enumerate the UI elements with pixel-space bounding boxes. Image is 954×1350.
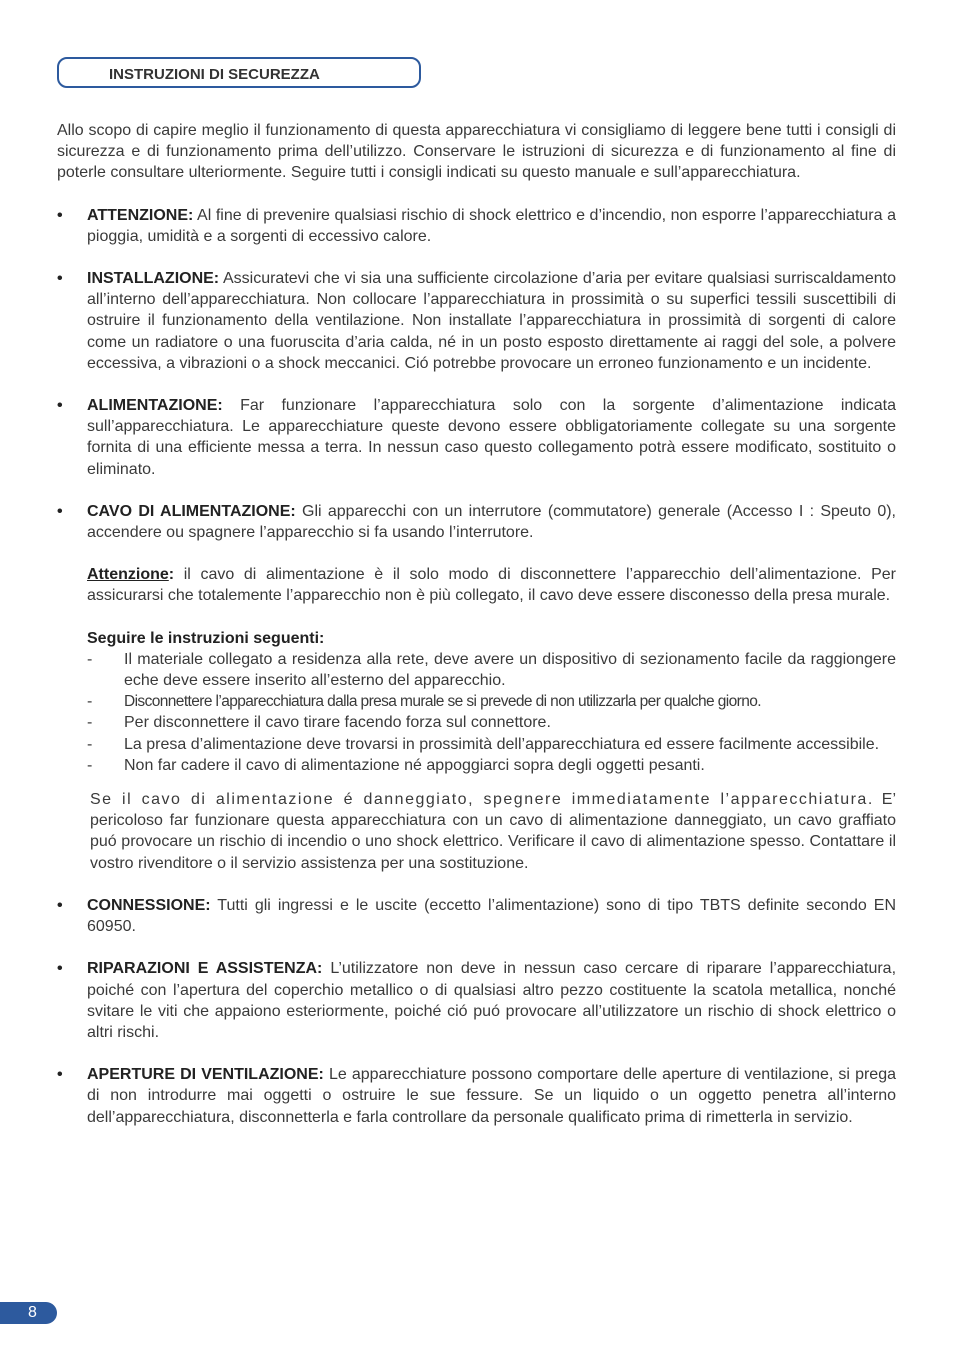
page-number: 8 [28,1304,37,1321]
bullet-connessione [57,895,896,937]
cavo-note-line1: Se il cavo di alimentazione é danneggiato, spegnere immediatamente l’apparecchiatura. [90,791,874,809]
bullet-icon: • [57,397,63,415]
dash-icon: - [87,735,93,753]
bullet-icon: • [57,206,63,224]
aperture-text: Le apparecchiature possono comportare delle aperture di ventilazione, si prega di non introdurre mai oggetti o ostruire le sue fessure. Se un liquido o un oggetto penetra all’interno dell’apparecchiatura, disconnetterla e farla controllare da personale qualificato prima di rimetterla in servizio. [87,1066,896,1126]
page-content [57,120,896,1149]
dash-icon: - [87,693,93,711]
aperture-title: APERTURE DI VENTILAZIONE: [87,1066,324,1084]
bullet-icon: • [57,270,63,288]
bullet-installazione [57,268,896,374]
page-number-tab [0,1302,57,1324]
dash-icon: - [87,650,93,668]
cavo-warning-title: Attenzione [87,566,169,584]
bullet-icon: • [57,960,63,978]
cavo-warning [87,564,896,606]
attenzione-text: Al fine di prevenire qualsiasi rischio di shock elettrico e d’incendio, non esporre l’apparecchiatura a pioggia, umidità e a sorgenti di eccessivo calore. [87,206,896,245]
cavo-warning-colon: : [168,566,175,584]
bullet-icon: • [57,896,63,914]
riparazioni-text: L’utilizzatore non deve in nessun caso cercare di riparare l’apparecchiatura, poiché con l’apertura del coperchio metallico o di qualsiasi altro pezzo costituente la scatola metallica, nonché svitare le viti che appaiono esteriormente, poiché ció puó provocare all’utilizzatore un rischio di shock elettrico o altri rischi. [87,960,897,1041]
intro-paragraph: Allo scopo di capire meglio il funzionamento di questa apparecchiatura vi consigliamo di leggere bene tutti i consigli di sicurezza e di funzionamento prima dell’utilizzo. Conservare le istruzioni di sicurezza e di funzionamento al fine di poterle consultare ulteriormente. Seguire tutti i consigli indicati su questo manuale e sull’apparecchiatura. [57,122,896,182]
list-item [87,649,896,691]
attenzione-title: ATTENZIONE: [87,206,194,224]
cavo-instructions-list [87,649,896,776]
cavo-list-title: Seguire le instruzioni seguenti: [87,629,325,647]
cavo-text: Gli apparecchi con un interrutore (commutatore) generale (Accesso I : Speuto 0), accendere ou spagnere l’apparecchio si fa usando l’interrutore. [87,502,896,542]
section-title: INSTRUZIONI DI SECUREZZA [109,66,320,83]
bullet-aperture [57,1064,896,1128]
riparazioni-title: RIPARAZIONI E ASSISTENZA: [87,960,323,978]
list-item [87,734,896,755]
cavo-damage-note [87,789,896,874]
list-item-text: Per disconnettere il cavo tirare facendo forza sul connettore. [124,714,551,732]
alimentazione-title: ALIMENTAZIONE: [87,397,223,415]
section-header-box [57,57,421,88]
dash-icon: - [87,756,93,774]
list-item-text: La presa d’alimentazione deve trovarsi in prossimità dell’apparecchiatura ed essere facilmente accessibile. [124,735,880,753]
cavo-warning-text: il cavo di alimentazione è il solo modo di disconnettere l’apparecchio dell’alimentazione. Per assicurarsi che totalemente l’apparecchio non è più collegato, il cavo deve essere disconesso della presa murale. [87,566,896,605]
bullet-cavo [57,501,896,874]
bullet-attenzione [57,205,896,247]
list-item-text: Il materiale collegato a residenza alla rete, deve avere un dispositivo di sezionamento facile da raggiongere eche deve essere inserito all’esterno del apparecchio. [124,650,896,690]
bullet-alimentazione [57,395,896,480]
list-item [87,691,896,712]
bullet-riparazioni [57,958,896,1043]
bullet-icon: • [57,502,63,520]
dash-icon: - [87,714,93,732]
alimentazione-text: Far funzionare l’apparecchiatura solo con la sorgente d’alimentazione indicata sull’apparecchiatura. Le apparecchiature queste devono essere obbligatoriamente collegate su una sorgente fornita di una efficiente messa a terra. In nessun caso questo collegamento potrà essere modificato, sostituito o eliminato. [87,397,897,478]
list-item [87,755,896,776]
bullet-icon: • [57,1066,63,1084]
list-item-text: Non far cadere il cavo di alimentazione né appoggiarci sopra degli oggetti pesanti. [124,756,705,774]
list-item-text: Disconnettere l’apparecchiatura dalla presa murale se si prevede di non utilizzarla per qualche giorno. [124,693,761,711]
connessione-text: Tutti gli ingressi e le uscite (eccetto l’alimentazione) sono di tipo TBTS definite secondo EN 60950. [87,896,897,936]
cavo-note-rest: E’ pericoloso far funzionare questa apparecchiatura con un cavo di alimentazione danneggiato, un cavo graffiato puó provocare un rischio di incendio o uno shock elettrico. Verificare il cavo di alimentazione spesso. Contattare il vostro rivenditore o il servizio assistenza per una sostituzione. [90,791,896,872]
connessione-title: CONNESSIONE: [87,896,211,914]
installazione-title: INSTALLAZIONE: [87,270,220,288]
list-item [87,712,896,733]
installazione-text: Assicuratevi che vi sia una sufficiente circolazione d’aria per evitare qualsiasi surriscaldamento all’interno dell’apparecchiatura. Non collocare l’apparecchiatura in prossimità o su superfici tessili suscettibili di ostruire il funzionamento della ventilazione. Non installate l’apparecchiatura in prossimità di sorgenti di calore come un radiatore o una fuoruscita d’aria calda, né in un posto esposto direttamente ai raggi del sole, a polvere eccessiva, a vibrazioni o a shock meccanici. Ció potrebbe provocare un erroneo funzionamento e un incidente. [87,270,897,372]
cavo-title: CAVO DI ALIMENTAZIONE: [87,502,296,520]
